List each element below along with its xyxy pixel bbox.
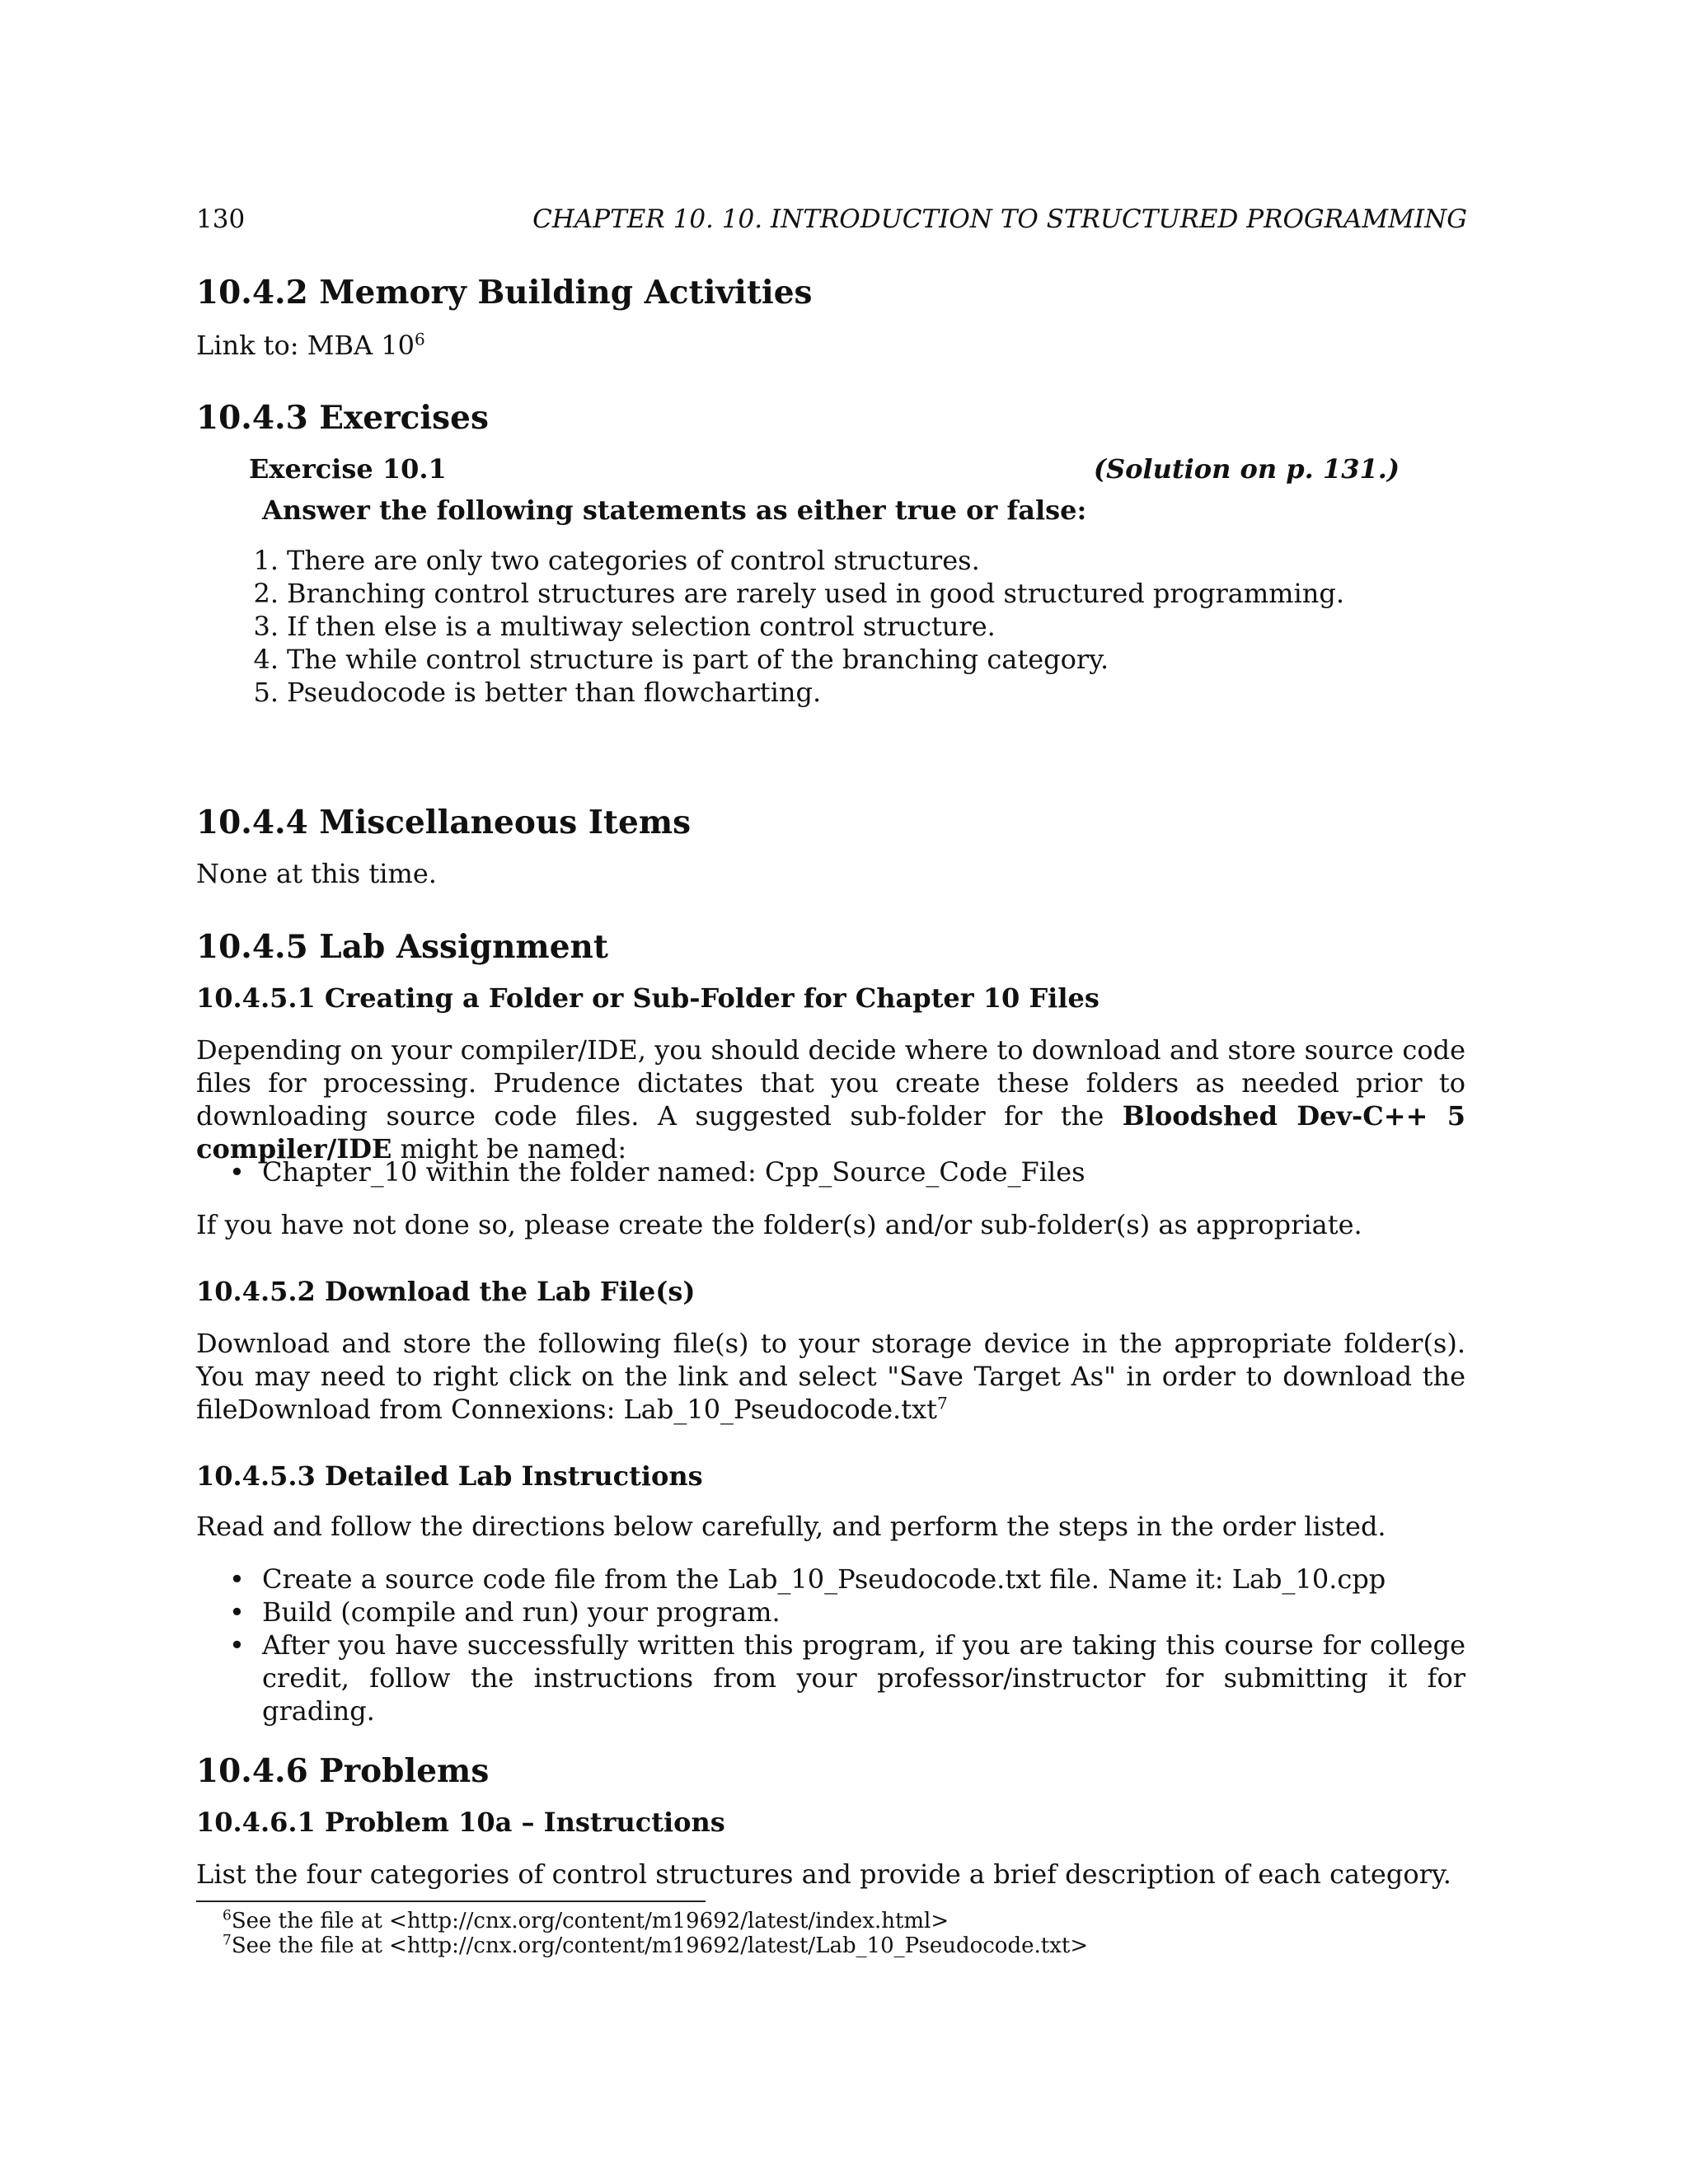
heading-memory-building-activities: 10.4.2 Memory Building Activities [196,274,813,312]
heading-detailed-lab-instructions: 10.4.5.3 Detailed Lab Instructions [196,1460,703,1492]
footnote-7-text[interactable]: See the file at <http://cnx.org/content/m19692/latest/Lab_10_Pseudocode.txt> [231,1933,1089,1958]
heading-exercises: 10.4.3 Exercises [196,399,489,437]
heading-creating-folder: 10.4.5.1 Creating a Folder or Sub-Folder for Chapter 10 Files [196,982,1100,1014]
heading-problem-10a: 10.4.6.1 Problem 10a – Instructions [196,1807,725,1838]
page-number: 130 [196,204,246,234]
footnote-7: $^7$See the file at <http://cnx.org/content/m19692/latest/Lab_10_Pseudocode.txt> [223,1932,1089,1958]
exercise-prompt: Answer the following statements as either true or false: [262,494,1087,526]
folder-bullet: • Chapter_10 within the folder named: Cpp_Source_Code_Files [229,1156,1085,1188]
instructions-list [229,1563,1465,1727]
folder-paragraph: Depending on your compiler/IDE, you should decide where to download and store source code files for processing. Prudence dictates that you create these folders as needed prior to downloading source code files. A suggested sub-folder for the Bloodshed Dev-C++ 5 compiler/IDE might be named: [196,1034,1466,1165]
download-line [237,1393,948,1426]
folder-after-text: If you have not done so, please create the folder(s) and/or sub-folder(s) as appropriate. [196,1209,1362,1240]
mba-link-line [196,329,425,362]
list-item: • Build (compile and run) your program. [229,1596,781,1628]
heading-download-lab-files: 10.4.5.2 Download the Lab File(s) [196,1276,696,1307]
list-item: 5. Pseudocode is better than flowcharting. [253,677,822,708]
compiler-name: Bloodshed Dev-C++ 5 compiler/IDE [196,1100,1466,1165]
list-item: • After you have successfully written this program, if you are taking this course for college credit, follow the instructions from your professor/instructor for submitting it for grading. [229,1629,1465,1727]
problem-10a-text: List the four categories of control structures and provide a brief description of each category. [196,1858,1451,1890]
footnote-rule [196,1900,706,1902]
download-link[interactable]: Download from Connexions: Lab_10_Pseudocode.txt [237,1394,937,1425]
heading-lab-assignment: 10.4.5 Lab Assignment [196,928,608,966]
instructions-intro: Read and follow the directions below carefully, and perform the steps in the order listed. [196,1511,1386,1542]
list-item: 3. If then else is a multiway selection control structure. [253,611,996,642]
footnote-mark-7: 7 [936,1393,948,1413]
download-paragraph: Download and store the following file(s) to your storage device in the appropriate folder(s). You may need to right click on the link and select "Save Target As" in order to download the file. [196,1328,1465,1425]
footnote-6-text[interactable]: See the file at <http://cnx.org/content/m19692/latest/index.html> [231,1909,950,1933]
running-title: CHAPTER 10. 10. INTRODUCTION TO STRUCTURED PROGRAMMING [532,204,1467,234]
list-item: • Create a source code file from the Lab_10_Pseudocode.txt file. Name it: Lab_10.cpp [229,1563,1386,1595]
heading-miscellaneous-items: 10.4.4 Miscellaneous Items [196,804,692,841]
footnote-6: $^6$See the file at <http://cnx.org/content/m19692/latest/index.html> [223,1907,950,1933]
exercise-list [237,544,1344,709]
footnote-mark-6: 6 [415,329,425,349]
misc-text: None at this time. [196,858,437,889]
list-item: 2. Branching control structures are rarely used in good structured programming. [253,578,1345,609]
exercise-title: Exercise 10.1 [249,453,447,485]
solution-reference-link[interactable]: (Solution on p. 131.) [1093,453,1400,485]
mba-link[interactable]: Link to: MBA 10 [196,330,415,361]
list-item: 1. There are only two categories of control structures. [253,545,980,576]
heading-problems: 10.4.6 Problems [196,1752,490,1790]
list-item: 4. The while control structure is part of the branching category. [253,644,1109,675]
